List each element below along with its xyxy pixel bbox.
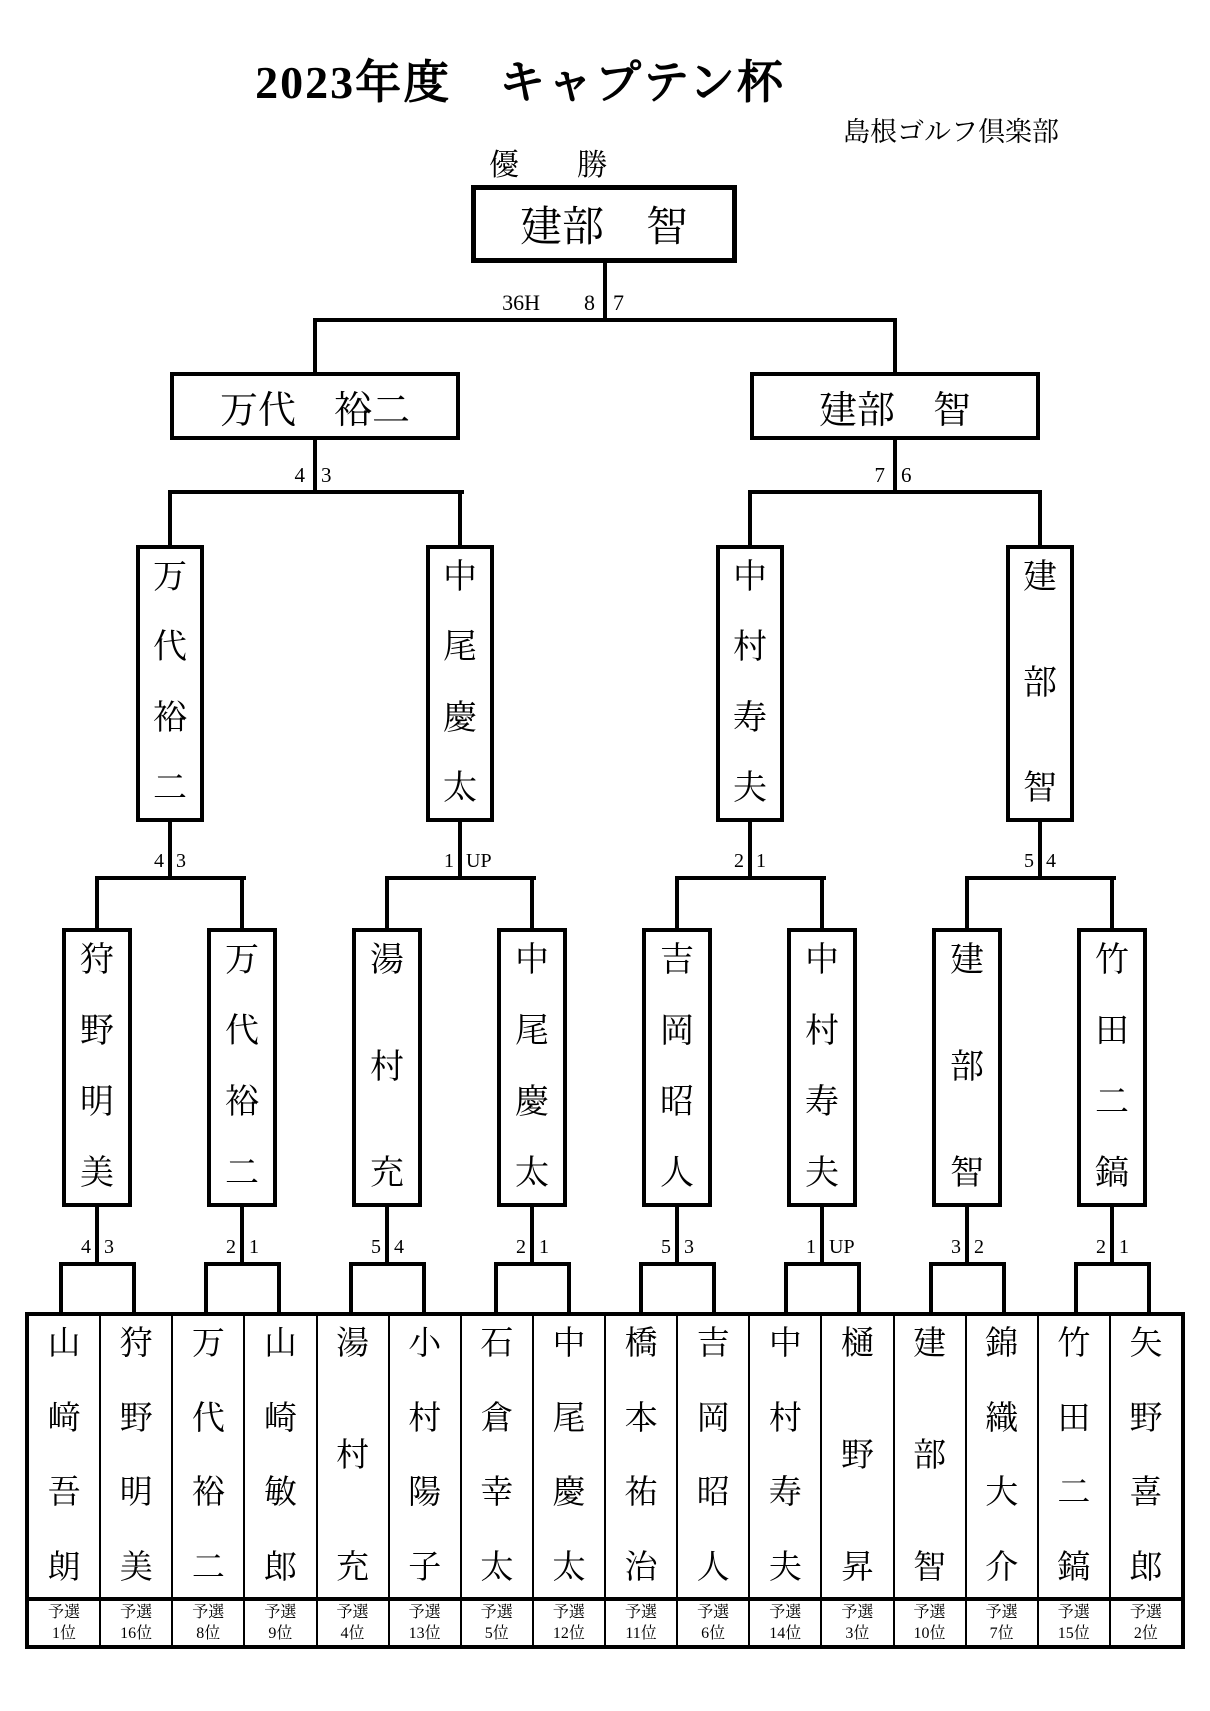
bracket-line <box>240 1207 244 1262</box>
player-name: 橋 本 祐 治 <box>624 1326 658 1586</box>
player-column <box>460 1316 532 1645</box>
semifinalist-name-1: 万 代 裕 二 <box>153 559 187 807</box>
player-column <box>532 1316 604 1645</box>
r1m8-score-left: 2 <box>1096 1236 1106 1258</box>
quarterfinalist-box-8 <box>1077 928 1147 1207</box>
bracket-line <box>675 876 826 880</box>
player-name: 中 村 寿 夫 <box>768 1326 802 1586</box>
player-name: 吉 岡 昭 人 <box>696 1326 730 1586</box>
bracket-line <box>567 1262 571 1312</box>
seed-label: 予選 13位 <box>408 1604 441 1642</box>
bracket-line <box>784 1262 788 1312</box>
quarterfinalist-box-1 <box>62 928 132 1207</box>
bracket-line <box>1074 1262 1151 1266</box>
bracket-line <box>675 1207 679 1262</box>
bracket-line <box>893 440 897 490</box>
quarterfinalist-box-2 <box>207 928 277 1207</box>
bracket-line <box>349 1262 353 1312</box>
bracket-line <box>385 1207 389 1262</box>
bracket-line <box>313 318 317 372</box>
player-column <box>676 1316 748 1645</box>
bracket-line <box>349 1262 426 1266</box>
semifinalist-name-3: 中 村 寿 夫 <box>733 559 767 807</box>
player-name: 山 崎 敏 郎 <box>263 1326 297 1586</box>
seed-label: 予選 15位 <box>1057 1604 1090 1642</box>
final-score-right: 7 <box>613 290 624 315</box>
final-holes-label: 36H <box>502 290 540 315</box>
player-column <box>893 1316 965 1645</box>
bracket-line <box>1147 1262 1151 1312</box>
bracket-line <box>820 876 824 928</box>
bracket-line <box>313 440 317 490</box>
bracket-line <box>422 1262 426 1312</box>
bracket-line <box>59 1262 63 1312</box>
champion-box <box>471 185 737 263</box>
bracket-line <box>168 490 464 494</box>
semifinalist-name-4: 建 部 智 <box>1023 559 1057 807</box>
quarterfinalist-name-8: 竹 田 二 鎬 <box>1095 942 1129 1192</box>
finalist-right-name: 建部 智 <box>818 389 971 432</box>
bracket-line <box>1002 1262 1006 1312</box>
r1m3-score-right: 4 <box>394 1236 404 1258</box>
player-column <box>29 1316 99 1645</box>
player-column <box>1109 1316 1181 1645</box>
bracket-line <box>458 822 462 876</box>
player-name: 樋 野 昇 <box>840 1326 874 1586</box>
semifinalist-box-2 <box>426 545 494 822</box>
seed-label: 予選 7位 <box>985 1604 1018 1642</box>
bracket-line <box>748 490 1042 494</box>
page-title: 2023年度 キャプテン杯 <box>255 57 785 108</box>
bracket-line <box>95 876 99 928</box>
player-name: 湯 村 充 <box>336 1326 370 1586</box>
r1m8-score-right: 1 <box>1119 1236 1129 1258</box>
bracket-line <box>1110 1207 1114 1262</box>
qf1-score-left: 4 <box>154 850 164 872</box>
quarterfinalist-box-3 <box>352 928 422 1207</box>
seed-label: 予選 11位 <box>625 1604 658 1642</box>
player-name: 狩 野 明 美 <box>119 1326 153 1586</box>
player-column <box>316 1316 388 1645</box>
seed-label: 予選 12位 <box>552 1604 585 1642</box>
bracket-line <box>95 876 246 880</box>
quarterfinalist-box-7 <box>932 928 1002 1207</box>
r1m6-score-right: UP <box>829 1236 855 1258</box>
r1m2-score-right: 1 <box>249 1236 259 1258</box>
player-name: 矢 野 喜 郎 <box>1129 1326 1163 1586</box>
player-name: 万 代 裕 二 <box>191 1326 225 1586</box>
player-name: 中 尾 慶 太 <box>552 1326 586 1586</box>
semifinalist-box-4 <box>1006 545 1074 822</box>
qf4-score-right: 4 <box>1046 850 1056 872</box>
bracket-line <box>95 1207 99 1262</box>
qf2-score-left: 1 <box>444 850 454 872</box>
quarterfinalist-name-1: 狩 野 明 美 <box>80 942 114 1192</box>
bracket-line <box>385 876 536 880</box>
r1m1-score-left: 4 <box>81 1236 91 1258</box>
bracket-line <box>820 1207 824 1262</box>
sf1-score-left: 4 <box>294 463 305 487</box>
bracket-line <box>204 1262 208 1312</box>
quarterfinalist-box-4 <box>497 928 567 1207</box>
qf3-score-left: 2 <box>734 850 744 872</box>
bracket-line <box>530 1207 534 1262</box>
bracket-line <box>893 318 897 372</box>
qf2-score-right: UP <box>466 850 492 872</box>
sf2-score-left: 7 <box>874 463 885 487</box>
seed-label: 予選 8位 <box>192 1604 225 1642</box>
player-column <box>388 1316 460 1645</box>
quarterfinalist-name-3: 湯 村 充 <box>370 942 404 1192</box>
bracket-line <box>59 1262 136 1266</box>
r1m1-score-right: 3 <box>104 1236 114 1258</box>
seed-label: 予選 2位 <box>1129 1604 1162 1642</box>
player-name: 小 村 陽 子 <box>408 1326 442 1586</box>
quarterfinalist-name-6: 中 村 寿 夫 <box>805 942 839 1192</box>
final-score-left: 8 <box>584 290 595 315</box>
bracket-line <box>240 876 244 928</box>
bracket-line <box>748 822 752 876</box>
bracket-line <box>784 1262 861 1266</box>
player-column <box>604 1316 676 1645</box>
seed-label: 予選 9位 <box>264 1604 297 1642</box>
player-name: 竹 田 二 鎬 <box>1057 1326 1091 1586</box>
seed-label: 予選 10位 <box>913 1604 946 1642</box>
bracket-line <box>675 876 679 928</box>
quarterfinalist-box-5 <box>642 928 712 1207</box>
players-table <box>25 1312 1185 1649</box>
bracket-line <box>639 1262 716 1266</box>
champion-name: 建部 智 <box>519 205 688 251</box>
qf4-score-left: 5 <box>1024 850 1034 872</box>
seed-label: 予選 14位 <box>769 1604 802 1642</box>
bracket-line <box>603 263 607 318</box>
semifinalist-name-2: 中 尾 慶 太 <box>443 559 477 807</box>
r1m5-score-left: 5 <box>661 1236 671 1258</box>
seed-label: 予選 1位 <box>48 1604 81 1642</box>
bracket-line <box>132 1262 136 1312</box>
bracket-line <box>204 1262 281 1266</box>
bracket-line <box>313 318 897 322</box>
seed-label: 予選 16位 <box>120 1604 153 1642</box>
bracket-line <box>168 822 172 876</box>
seed-label: 予選 3位 <box>841 1604 874 1642</box>
bracket-line <box>965 876 969 928</box>
player-column <box>820 1316 892 1645</box>
r1m4-score-right: 1 <box>539 1236 549 1258</box>
sf1-score-right: 3 <box>321 463 332 487</box>
sf2-score-right: 6 <box>901 463 912 487</box>
player-column <box>99 1316 171 1645</box>
bracket-line <box>458 490 462 545</box>
player-column <box>1037 1316 1109 1645</box>
bracket-line <box>385 876 389 928</box>
bracket-line <box>168 490 172 545</box>
player-name: 建 部 智 <box>913 1326 947 1586</box>
bracket-line <box>929 1262 933 1312</box>
seed-label: 予選 5位 <box>480 1604 513 1642</box>
bracket-line <box>965 876 1116 880</box>
r1m3-score-left: 5 <box>371 1236 381 1258</box>
champion-label: 優 勝 <box>489 149 621 182</box>
finalist-right-box <box>750 372 1040 440</box>
bracket-line <box>1074 1262 1078 1312</box>
quarterfinalist-name-5: 吉 岡 昭 人 <box>660 942 694 1192</box>
r1m7-score-right: 2 <box>974 1236 984 1258</box>
bracket-line <box>494 1262 498 1312</box>
bracket-line <box>712 1262 716 1312</box>
bracket-line <box>1038 822 1042 876</box>
semifinalist-box-3 <box>716 545 784 822</box>
player-column <box>171 1316 243 1645</box>
bracket-line <box>639 1262 643 1312</box>
bracket-line <box>530 876 534 928</box>
bracket-line <box>1038 490 1042 545</box>
finalist-left-name: 万代 裕二 <box>219 389 410 432</box>
player-column <box>243 1316 315 1645</box>
bracket-line <box>929 1262 1006 1266</box>
qf1-score-right: 3 <box>176 850 186 872</box>
player-name: 石 倉 幸 太 <box>480 1326 514 1586</box>
seed-label: 予選 4位 <box>336 1604 369 1642</box>
finalist-left-box <box>170 372 460 440</box>
quarterfinalist-name-2: 万 代 裕 二 <box>225 942 259 1192</box>
quarterfinalist-name-4: 中 尾 慶 太 <box>515 942 549 1192</box>
player-column <box>748 1316 820 1645</box>
player-name: 錦 織 大 介 <box>985 1326 1019 1586</box>
bracket-line <box>965 1207 969 1262</box>
bracket-line <box>1110 876 1114 928</box>
r1m5-score-right: 3 <box>684 1236 694 1258</box>
bracket-line <box>494 1262 571 1266</box>
player-column <box>965 1316 1037 1645</box>
r1m4-score-left: 2 <box>516 1236 526 1258</box>
r1m2-score-left: 2 <box>226 1236 236 1258</box>
bracket-line <box>857 1262 861 1312</box>
semifinalist-box-1 <box>136 545 204 822</box>
seed-label: 予選 6位 <box>697 1604 730 1642</box>
bracket-line <box>748 490 752 545</box>
bracket-line <box>277 1262 281 1312</box>
r1m7-score-left: 3 <box>951 1236 961 1258</box>
qf3-score-right: 1 <box>756 850 766 872</box>
quarterfinalist-name-7: 建 部 智 <box>950 942 984 1192</box>
player-name: 山 﨑 吾 朗 <box>47 1326 81 1586</box>
club-name: 島根ゴルフ倶楽部 <box>843 117 1059 147</box>
r1m6-score-left: 1 <box>806 1236 816 1258</box>
quarterfinalist-box-6 <box>787 928 857 1207</box>
